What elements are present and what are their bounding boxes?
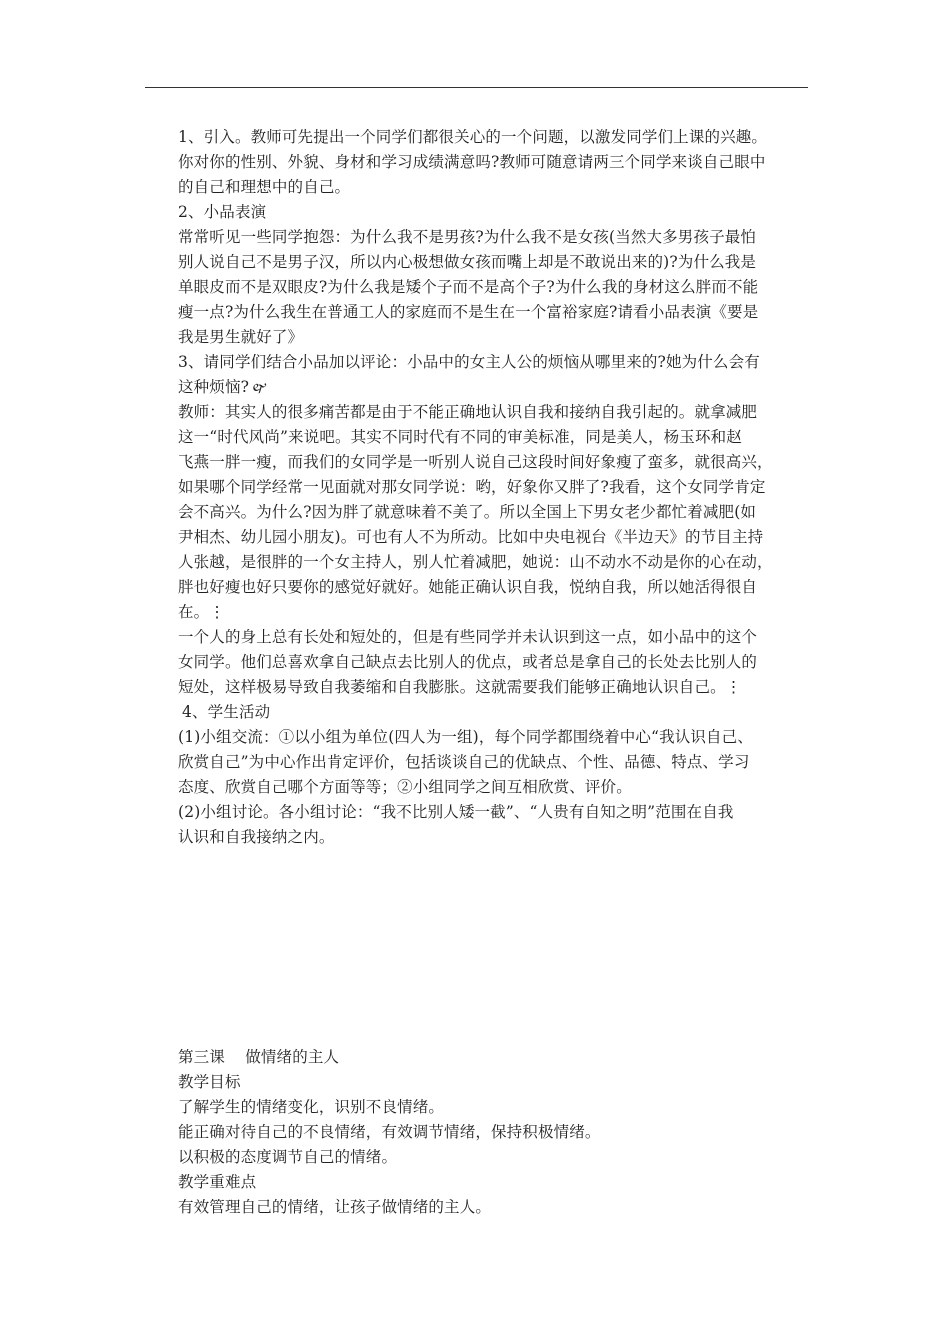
text-line: (2)小组讨论。各小组讨论：“我不比别人矮一截”、“人贵有自知之明”范围在自我 xyxy=(178,803,734,821)
text-line: 了解学生的情绪变化，识别不良情绪。 xyxy=(178,1098,445,1116)
text-line: 尹相杰、幼儿园小朋友)。可也有人不为所动。比如中央电视台《半边天》的节目主持 xyxy=(178,528,764,546)
text-line: (1)小组交流：①以小组为单位(四人为一组)，每个同学都围绕着中心“我认识自己、 xyxy=(178,728,753,746)
text-line: 飞燕一胖一瘦，而我们的女同学是一听别人说自己这段时间好象瘦了蛮多，就很高兴， xyxy=(178,453,773,471)
heading-teaching-goals: 教学目标 xyxy=(178,1073,241,1091)
text-line: 别人说自己不是男子汉，所以内心极想做女孩而嘴上却是不敢说出来的)?为什么我是 xyxy=(178,253,757,271)
heading-skit-performance: 2、小品表演 xyxy=(178,203,267,221)
text-line: 这一“时代风尚”来说吧。其实不同时代有不同的审美标准，同是美人，杨玉环和赵 xyxy=(178,428,742,446)
text-line: 人张越，是很胖的一个女主持人，别人忙着减肥，她说：山不动水不动是你的心在动， xyxy=(178,553,773,571)
text-line: 欣赏自己”为中心作出肯定评价，包括谈谈自己的优缺点、个性、品德、特点、学习 xyxy=(178,753,750,771)
text-line: 我是男生就好了》 xyxy=(178,328,304,346)
text-line: 有效管理自己的情绪，让孩子做情绪的主人。 xyxy=(178,1198,492,1216)
text-line: 女同学。他们总喜欢拿自己缺点去比别人的优点，或者总是拿自己的长处去比别人的 xyxy=(178,653,758,671)
scissors-symbol-icon: 🙰 xyxy=(251,381,268,396)
text-line: 教师：其实人的很多痛苦都是由于不能正确地认识自我和接纳自我引起的。就拿减肥 xyxy=(178,403,758,421)
lesson-three-section xyxy=(178,1045,808,1220)
text-line: 1、引入。教师可先提出一个同学们都很关心的一个问题，以激发同学们上课的兴趣。 xyxy=(178,128,768,146)
header-rule xyxy=(145,87,808,88)
text-line: 这种烦恼? xyxy=(178,378,250,396)
text-line: 胖也好瘦也好只要你的感觉好就好。她能正确认识自我，悦纳自我，所以她活得很自 xyxy=(178,578,758,596)
text-line: 单眼皮而不是双眼皮?为什么我是矮个子而不是高个子?为什么我的身材这么胖而不能 xyxy=(178,278,759,296)
text-line: 能正确对待自己的不良情绪，有效调节情绪，保持积极情绪。 xyxy=(178,1123,601,1141)
text-line: 态度、欣赏自己哪个方面等等；②小组同学之间互相欣赏、评价。 xyxy=(178,778,632,796)
text-line: 一个人的身上总有长处和短处的，但是有些同学并未认识到这一点，如小品中的这个 xyxy=(178,628,758,646)
text-line: 会不高兴。为什么?因为胖了就意味着不美了。所以全国上下男女老少都忙着减肥(如 xyxy=(178,503,757,521)
text-line: 常常听见一些同学抱怨：为什么我不是男孩?为什么我不是女孩(当然大多男孩子最怕 xyxy=(178,228,757,246)
text-line: 如果哪个同学经常一见面就对那女同学说：哟，好象你又胖了?我看，这个女同学肯定 xyxy=(178,478,766,496)
text-line: 你对你的性别、外貌、身材和学习成绩满意吗?教师可随意请两三个同学来谈自己眼中 xyxy=(178,153,766,171)
text-line: 的自己和理想中的自己。 xyxy=(178,178,351,196)
lesson-title: 第三课 做情绪的主人 xyxy=(178,1048,340,1066)
heading-student-activity: 4、学生活动 xyxy=(182,703,271,721)
text-line: 认识和自我接纳之内。 xyxy=(178,828,335,846)
text-line: 瘦一点?为什么我生在普通工人的家庭而不是生在一个富裕家庭?请看小品表演《要是 xyxy=(178,303,759,321)
text-line: 以积极的态度调节自己的情绪。 xyxy=(178,1148,398,1166)
lesson-activities-section xyxy=(178,125,808,850)
text-line: 在。⋮ xyxy=(178,603,225,621)
text-line: 短处，这样极易导致自我萎缩和自我膨胀。这就需要我们能够正确地认识自己。⋮ xyxy=(178,678,742,696)
text-line: 3、请同学们结合小品加以评论：小品中的女主人公的烦恼从哪里来的?她为什么会有 xyxy=(178,353,760,371)
heading-key-points: 教学重难点 xyxy=(178,1173,257,1191)
text-line-with-symbol xyxy=(178,375,808,400)
